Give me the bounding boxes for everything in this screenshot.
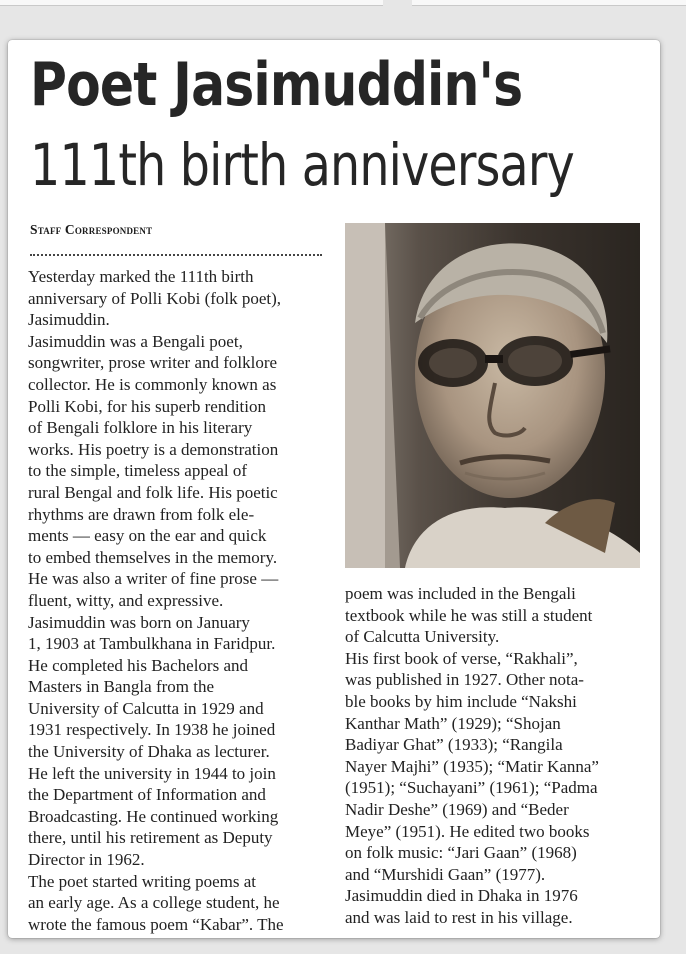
paragraph: Jasimuddin was a Bengali poet, songwriter, prose writer and folklore collector. He is commonly known as Polli Kobi, for his superb rendition of Bengali folklore in his literary works. His poetry is a demonstration to the simple, timeless appeal of rural Bengal and folk life. His poetic rhythms are drawn from folk ele- ments — easy on the ear and quick to embed themselves in the memory. He was also a writer of fine prose — fluent, witty, and expressive. [28,331,279,610]
top-strip [0,0,686,8]
paragraph: The poet started writing poems at an early age. As a college student, he wrote the famous poem “Kabar”. The [28,871,284,934]
article-card [8,40,660,938]
headline: Poet Jasimuddin's [30,50,523,120]
paragraph: Jasimuddin was born on January 1, 1903 at Tambulkhana in Faridpur. He completed his Bachelors and Masters in Bangla from the University of Calcutta in 1929 and 1931 respectively. In 1938 he joined the University of Dhaka as lecturer. He left the university in 1944 to join the Department of Information and Broadcasting. He continued working there, until his retirement as Deputy Director in 1962. [28,612,279,870]
paragraph: Jasimuddin died in Dhaka in 1976 and was laid to rest in his village. [345,886,578,927]
top-strip-left [0,0,383,6]
portrait-photo [345,223,640,568]
portrait-photo-icon [345,223,640,568]
paragraph: poem was included in the Bengali textbook while he was still a student of Calcutta University. [345,584,593,647]
byline-divider [30,254,322,256]
subheadline: 111th birth anniversary [30,131,574,199]
byline: Staff Correspondent [30,222,153,237]
article-column-2 [345,583,645,929]
paragraph: His first book of verse, “Rakhali”, was published in 1927. Other nota- ble books by him include “Nakshi Kanthar Math” (1929); “Shojan Badiyar Ghat” (1933); “Rangila Nayer Majhi” (1935); “Matir Kanna” (1951); “Suchayani” (1961); “Padma Nadir Deshe” (1969) and “Beder Meye” (1951). He edited two books on folk music: “Jari Gaan” (1968) and “Murshidi Gaan” (1977). [345,648,599,884]
article-column-1 [28,266,328,935]
top-strip-right [412,0,686,6]
paragraph: Yesterday marked the 111th birth anniversary of Polli Kobi (folk poet), Jasimuddin. [28,267,282,330]
